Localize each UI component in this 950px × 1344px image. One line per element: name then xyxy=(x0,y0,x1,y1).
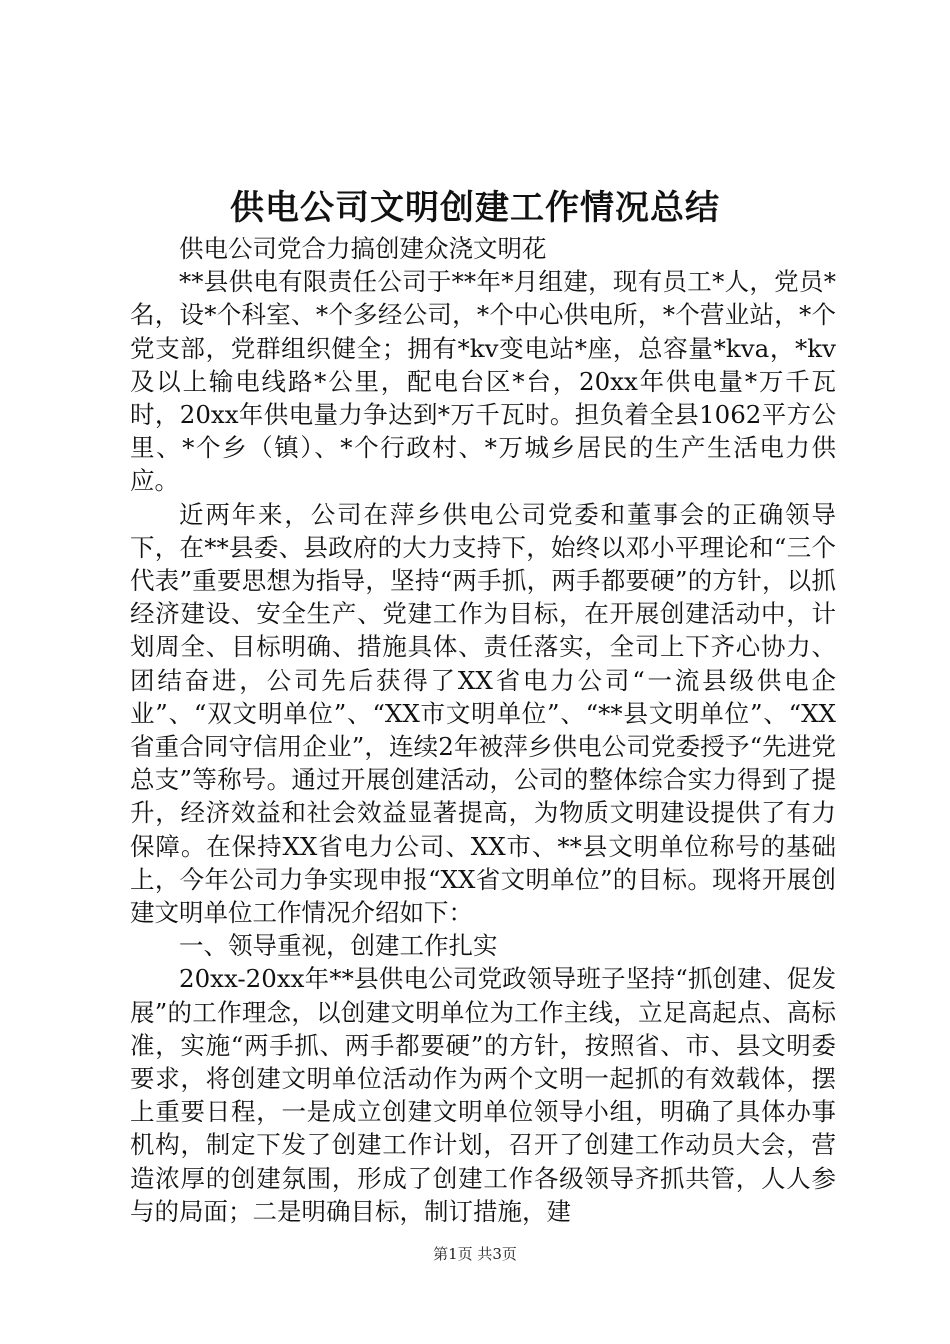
achievements-paragraph: 近两年来，公司在萍乡供电公司党委和董事会的正确领导下，在**县委、县政府的大力支持下，始终以邓小平理论和“三个代表”重要思想为指导，坚持“两手抓，两手都要硬”的方针，以抓经济建设、安全生产、党建工作为目标，在开展创建活动中，计划周全、目标明确、措施具体、责任落实，全司上下齐心协力、团结奋进，公司先后获得了XX省电力公司“一流县级供电企业”、“双文明单位”、“XX市文明单位”、“**县文明单位”、“XX省重合同守信用企业”，连续2年被萍乡供电公司党委授予“先进党总支”等称号。通过开展创建活动，公司的整体综合实力得到了提升，经济效益和社会效益显著提高，为物质文明建设提供了有力保障。在保持XX省电力公司、XX市、**县文明单位称号的基础上，今年公司力争实现申报“XX省文明单位”的目标。现将开展创建文明单位工作情况介绍如下： xyxy=(130,499,836,928)
section-heading-1: 一、领导重视，创建工作扎实 xyxy=(179,931,498,961)
page-footer: 第1页 共3页 xyxy=(433,1245,517,1263)
leadership-paragraph: 20xx-20xx年**县供电公司党政领导班子坚持“抓创建、促发展”的工作理念，以创建文明单位为工作主线，立足高起点、高标准，实施“两手抓、两手都要硬”的方针，按照省、市、县文明委要求，将创建文明单位活动作为两个文明一起抓的有效载体，摆上重要日程，一是成立创建文明单位领导小组，明确了具体办事机构，制定下发了创建工作计划，召开了创建工作动员大会，营造浓厚的创建氛围，形成了创建工作各级领导齐抓共管，人人参与的局面；二是明确目标，制订措施，建 xyxy=(130,964,836,1226)
document-body xyxy=(130,232,836,1228)
subtitle-paragraph: 供电公司党合力搞创建众浇文明花 xyxy=(179,234,547,263)
document-title: 供电公司文明创建工作情况总结 xyxy=(230,188,720,228)
company-overview-paragraph: **县供电有限责任公司于**年*月组建，现有员工*人，党员*名，设*个科室、*个多经公司，*个中心供电所，*个营业站，*个党支部，党群组织健全；拥有*kv变电站*座，总容量*kva，*kv及以上输电线路*公里，配电台区*台，20xx年供电量*万千瓦时，20xx年供电量力争达到*万千瓦时。担负着全县1062平方公里、*个乡（镇）、*个行政村、*万城乡居民的生产生活电力供应。 xyxy=(130,267,836,496)
